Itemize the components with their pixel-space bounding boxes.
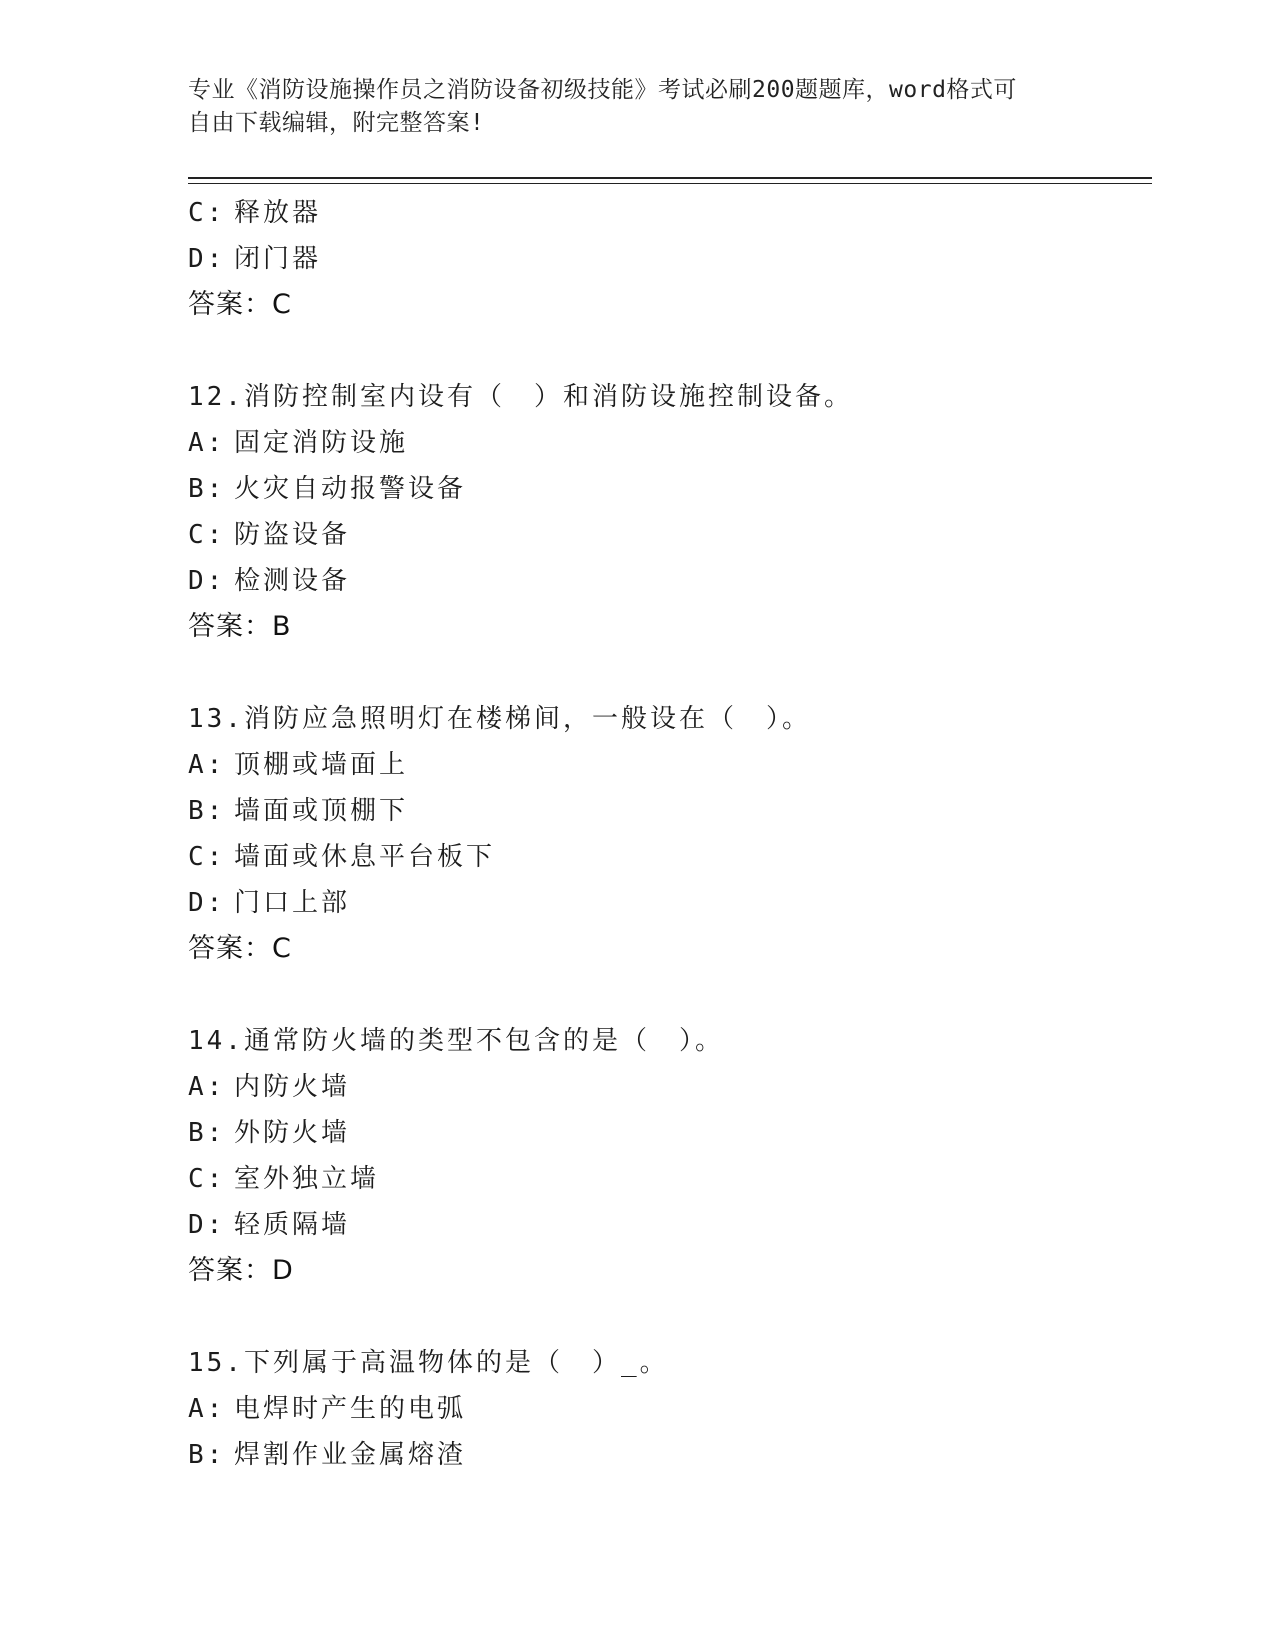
option-b: B: 外防火墙 xyxy=(188,1118,351,1148)
option-b: B: 焊割作业金属熔渣 xyxy=(188,1440,467,1470)
option-a: A: 顶棚或墙面上 xyxy=(188,750,409,780)
question-15 xyxy=(188,1340,1148,1478)
option-b: B: 墙面或顶棚下 xyxy=(188,796,409,826)
question-12 xyxy=(188,374,1148,650)
question-list xyxy=(188,190,1148,1478)
answer-line: 答案：D xyxy=(188,1255,294,1286)
header-line-1: 专业《消防设施操作员之消防设备初级技能》考试必刷200题题库，word格式可 xyxy=(188,77,1017,103)
header-divider-thin xyxy=(188,183,1152,184)
answer-line: 答案：C xyxy=(188,933,292,964)
option-c: C: 室外独立墙 xyxy=(188,1164,380,1194)
option-d: D: 闭门器 xyxy=(188,244,322,274)
header-divider-thick xyxy=(188,177,1152,179)
option-d: D: 检测设备 xyxy=(188,566,351,596)
option-d: D: 轻质隔墙 xyxy=(188,1210,351,1240)
question-stem: 12.消防控制室内设有（ ）和消防设施控制设备。 xyxy=(188,382,853,412)
option-a: A: 内防火墙 xyxy=(188,1072,351,1102)
question-stem: 14.通常防火墙的类型不包含的是（ ）。 xyxy=(188,1026,724,1056)
option-c: C: 防盗设备 xyxy=(188,520,351,550)
question-14 xyxy=(188,1018,1148,1294)
question-stem: 13.消防应急照明灯在楼梯间，一般设在（ ）。 xyxy=(188,704,811,734)
option-a: A: 固定消防设施 xyxy=(188,428,409,458)
header-line-2: 自由下载编辑，附完整答案! xyxy=(188,110,485,136)
answer-line: 答案：C xyxy=(188,289,292,320)
option-b: B: 火灾自动报警设备 xyxy=(188,474,467,504)
question-13 xyxy=(188,696,1148,972)
question-11-tail xyxy=(188,190,1148,328)
option-c: C: 墙面或休息平台板下 xyxy=(188,842,496,872)
question-stem: 15.下列属于高温物体的是（ ）_。 xyxy=(188,1348,669,1378)
option-c: C: 释放器 xyxy=(188,198,322,228)
option-d: D: 门口上部 xyxy=(188,888,351,918)
option-a: A: 电焊时产生的电弧 xyxy=(188,1394,467,1424)
document-header xyxy=(188,74,1068,140)
answer-line: 答案：B xyxy=(188,611,292,642)
